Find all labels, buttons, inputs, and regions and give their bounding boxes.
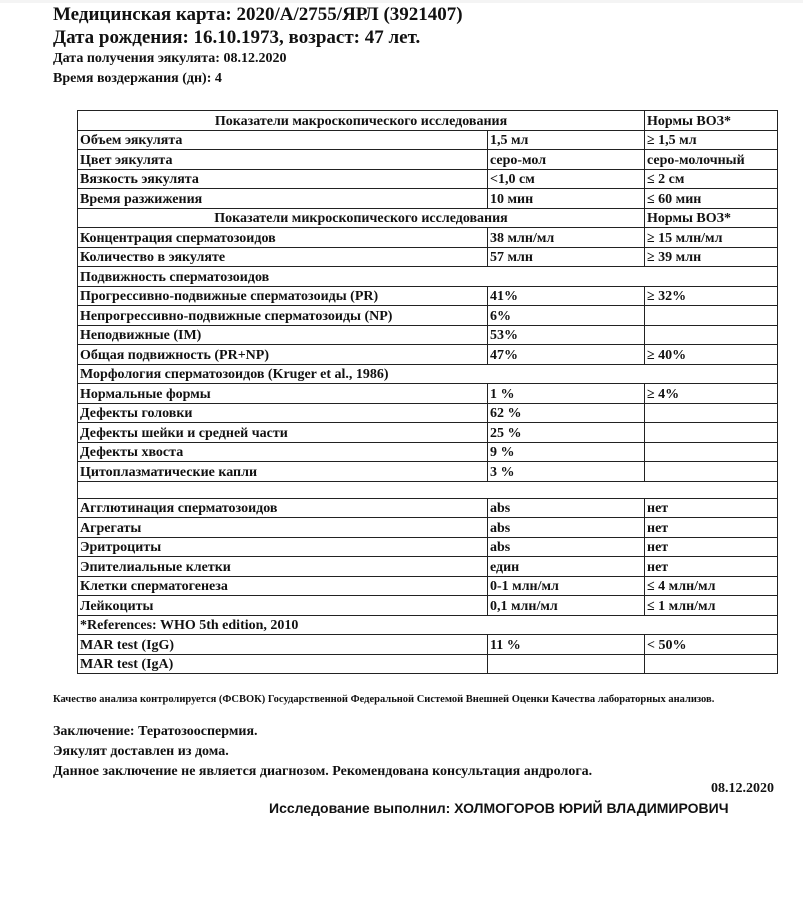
micro-norm: ≥ 39 млн [645,247,778,267]
micro-value: 57 млн [488,247,645,267]
morphology-value: 1 % [488,384,645,404]
table-row [78,576,778,596]
section-title: Показатели макроскопического исследования [78,111,645,131]
table-row [78,596,778,616]
macro-name: Цвет эякулята [78,150,488,170]
motility-value: 6% [488,306,645,326]
motility-norm [645,325,778,345]
table-row [78,635,778,655]
table-row [78,498,778,518]
spacer-row [78,481,778,498]
morphology-name: Дефекты шейки и средней части [78,423,488,443]
motility-norm: ≥ 40% [645,345,778,365]
motility-name: Общая подвижность (PR+NP) [78,345,488,365]
table-row [78,654,778,674]
table-row [78,345,778,365]
macro-value: <1,0 см [488,169,645,189]
spacer-cell [78,481,778,498]
micro-section-header [78,208,778,228]
morphology-name: Дефекты хвоста [78,442,488,462]
table-row [78,423,778,443]
mar-norm: < 50% [645,635,778,655]
table-row [78,403,778,423]
medical-card-number: Медицинская карта: 2020/А/2755/ЯРЛ (3921407) [53,4,463,25]
table-row [78,518,778,538]
mar-name: MAR test (IgA) [78,654,488,674]
other-name: Агглютинация сперматозоидов [78,498,488,518]
other-value: 0-1 млн/мл [488,576,645,596]
morphology-name: Цитоплазматические капли [78,462,488,482]
motility-value: 41% [488,286,645,306]
morphology-value: 25 % [488,423,645,443]
morphology-name: Нормальные формы [78,384,488,404]
motility-name: Непрогрессивно-подвижные сперматозоиды (NP) [78,306,488,326]
motility-value: 53% [488,325,645,345]
other-norm: нет [645,537,778,557]
macro-name: Вязкость эякулята [78,169,488,189]
references-row [78,615,778,635]
quality-control-note: Качество анализа контролируется (ФСВОК) Государственной Федеральной Системой Внешней Оценки Качества лабораторных анализов. [53,694,715,705]
macro-norm: ≥ 1,5 мл [645,130,778,150]
other-norm: нет [645,518,778,538]
disclaimer: Данное заключение не является диагнозом. Рекомендована консультация андролога. [53,764,593,779]
mar-value [488,654,645,674]
table-row [78,150,778,170]
top-edge [0,0,803,3]
other-value: abs [488,537,645,557]
other-value: abs [488,518,645,538]
other-value: 0,1 млн/мл [488,596,645,616]
table-row [78,384,778,404]
motility-norm: ≥ 32% [645,286,778,306]
macro-name: Объем эякулята [78,130,488,150]
motility-norm [645,306,778,326]
morphology-norm [645,462,778,482]
macro-section-header [78,111,778,131]
conclusion: Заключение: Тератозооспермия. [53,724,258,739]
table-row [78,247,778,267]
macro-norm: серо-молочный [645,150,778,170]
other-name: Клетки сперматогенеза [78,576,488,596]
micro-norm: ≥ 15 млн/мл [645,228,778,248]
other-norm: нет [645,498,778,518]
table-row [78,130,778,150]
table-row [78,537,778,557]
morphology-norm [645,403,778,423]
micro-name: Количество в эякуляте [78,247,488,267]
mar-name: MAR test (IgG) [78,635,488,655]
spermogram-table [77,110,778,674]
morphology-value: 9 % [488,442,645,462]
date-of-birth: Дата рождения: 16.10.1973, возраст: 47 лет. [53,27,421,48]
table-row [78,462,778,482]
motility-section-title [78,267,778,287]
motility-section-title-cell: Подвижность сперматозоидов [78,267,778,287]
norm-header: Нормы ВОЗ* [645,208,778,228]
motility-value: 47% [488,345,645,365]
motility-name: Прогрессивно-подвижные сперматозоиды (PR) [78,286,488,306]
micro-value: 38 млн/мл [488,228,645,248]
morphology-name: Дефекты головки [78,403,488,423]
received-date: Дата получения эякулята: 08.12.2020 [53,51,287,66]
references-row-cell: *References: WHO 5th edition, 2010 [78,615,778,635]
delivery-note: Эякулят доставлен из дома. [53,744,229,759]
morphology-value: 3 % [488,462,645,482]
table-row [78,442,778,462]
table-row [78,228,778,248]
table-row [78,189,778,209]
other-name: Лейкоциты [78,596,488,616]
other-name: Эритроциты [78,537,488,557]
macro-value: 1,5 мл [488,130,645,150]
morphology-value: 62 % [488,403,645,423]
other-norm: ≤ 1 млн/мл [645,596,778,616]
macro-norm: ≤ 2 см [645,169,778,189]
morphology-norm [645,423,778,443]
other-norm: нет [645,557,778,577]
other-norm: ≤ 4 млн/мл [645,576,778,596]
table-row [78,306,778,326]
morphology-section-title-cell: Морфология сперматозоидов (Kruger et al., 1986) [78,364,778,384]
macro-value: 10 мин [488,189,645,209]
other-value: abs [488,498,645,518]
section-title: Показатели микроскопического исследования [78,208,645,228]
morphology-section-title [78,364,778,384]
macro-norm: ≤ 60 мин [645,189,778,209]
other-name: Эпителиальные клетки [78,557,488,577]
macro-name: Время разжижения [78,189,488,209]
signature: Исследование выполнил: ХОЛМОГОРОВ ЮРИЙ ВЛАДИМИРОВИЧ [269,800,729,816]
micro-name: Концентрация сперматозоидов [78,228,488,248]
table-row [78,325,778,345]
report-date: 08.12.2020 [711,781,774,796]
other-value: един [488,557,645,577]
motility-name: Неподвижные (IM) [78,325,488,345]
mar-value: 11 % [488,635,645,655]
morphology-norm [645,442,778,462]
other-name: Агрегаты [78,518,488,538]
morphology-norm: ≥ 4% [645,384,778,404]
table-row [78,169,778,189]
mar-norm [645,654,778,674]
macro-value: серо-мол [488,150,645,170]
table-row [78,557,778,577]
abstinence-days: Время воздержания (дн): 4 [53,71,222,86]
norm-header: Нормы ВОЗ* [645,111,778,131]
table-row [78,286,778,306]
